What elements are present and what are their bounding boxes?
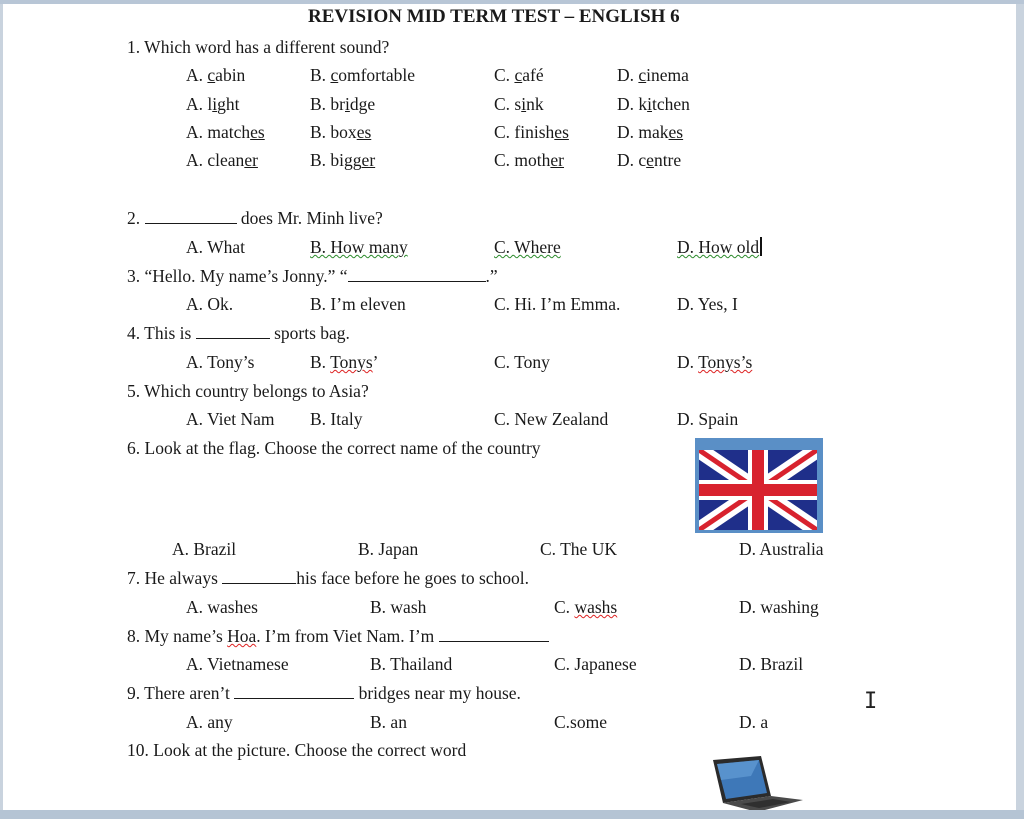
page-title: REVISION MID TERM TEST – ENGLISH 6 bbox=[308, 6, 680, 27]
q1-row4-option-c[interactable]: C. mother bbox=[494, 150, 565, 170]
question-8-prompt: 8. My name’s Hoa. I’m from Viet Nam. I’m bbox=[127, 626, 549, 647]
q1-row4-option-a[interactable]: A. cleaner bbox=[186, 150, 258, 170]
q1-row4-option-d[interactable]: D. centre bbox=[617, 150, 682, 170]
q1-row4-option-b[interactable]: B. bigger bbox=[310, 150, 376, 170]
text-cursor-icon: I bbox=[864, 689, 878, 714]
q2-option-a[interactable]: A. What bbox=[186, 237, 245, 257]
q9-option-a[interactable]: A. any bbox=[186, 712, 233, 732]
q5-option-a[interactable]: A. Viet Nam bbox=[186, 409, 275, 429]
answer-blank[interactable] bbox=[234, 684, 354, 699]
q8-option-d[interactable]: D. Brazil bbox=[739, 654, 804, 674]
q1-row1-option-b[interactable]: B. comfortable bbox=[310, 65, 415, 85]
document-page bbox=[3, 4, 1016, 810]
q8-option-b[interactable]: B. Thailand bbox=[370, 654, 453, 674]
q1-row2-option-d[interactable]: D. kitchen bbox=[617, 94, 690, 114]
q1-row1-option-d[interactable]: D. cinema bbox=[617, 65, 689, 85]
uk-flag-icon bbox=[695, 438, 823, 533]
q1-row1-option-a[interactable]: A. cabin bbox=[186, 65, 246, 85]
question-3-prompt: 3. “Hello. My name’s Jonny.” “ .” bbox=[127, 266, 498, 286]
answer-blank[interactable] bbox=[222, 569, 296, 584]
question-4-prompt: 4. This is sports bag. bbox=[127, 323, 350, 343]
q4-option-c[interactable]: C. Tony bbox=[494, 352, 550, 372]
question-2-prompt: 2. does Mr. Minh live? bbox=[127, 208, 383, 228]
question-10-prompt: 10. Look at the picture. Choose the correct word bbox=[127, 740, 467, 760]
q7-option-d[interactable]: D. washing bbox=[739, 597, 819, 617]
laptop-icon bbox=[711, 756, 806, 814]
q1-row3-option-a[interactable]: A. matches bbox=[186, 122, 265, 142]
q5-option-b[interactable]: B. Italy bbox=[310, 409, 363, 429]
q3-option-c[interactable]: C. Hi. I’m Emma. bbox=[494, 294, 621, 314]
q7-option-a[interactable]: A. washes bbox=[186, 597, 258, 617]
q9-option-d[interactable]: D. a bbox=[739, 712, 769, 732]
q4-option-b[interactable]: B. Tonys’ bbox=[310, 352, 379, 372]
q6-option-d[interactable]: D. Australia bbox=[739, 539, 824, 559]
q3-option-b[interactable]: B. I’m eleven bbox=[310, 294, 406, 314]
q1-row3-option-d[interactable]: D. makes bbox=[617, 122, 684, 142]
question-5-prompt: 5. Which country belongs to Asia? bbox=[127, 381, 369, 401]
q6-option-b[interactable]: B. Japan bbox=[358, 539, 419, 559]
q5-option-c[interactable]: C. New Zealand bbox=[494, 409, 609, 429]
q8-option-c[interactable]: C. Japanese bbox=[554, 654, 637, 674]
question-6-prompt: 6. Look at the flag. Choose the correct name of the country bbox=[127, 438, 541, 458]
q8-option-a[interactable]: A. Vietnamese bbox=[186, 654, 289, 674]
q4-option-d[interactable]: D. Tonys’s bbox=[677, 352, 753, 372]
q1-row2-option-a[interactable]: A. light bbox=[186, 94, 240, 114]
q7-option-c[interactable]: C. washs bbox=[554, 597, 618, 617]
q1-row1-option-c[interactable]: C. café bbox=[494, 65, 544, 85]
q1-row3-option-c[interactable]: C. finishes bbox=[494, 122, 569, 142]
q3-option-a[interactable]: A. Ok. bbox=[186, 294, 234, 314]
q6-option-a[interactable]: A. Brazil bbox=[172, 539, 237, 559]
q1-row2-option-b[interactable]: B. bridge bbox=[310, 94, 376, 114]
q1-row2-option-c[interactable]: C. sink bbox=[494, 94, 544, 114]
uk-flag-icon bbox=[695, 438, 823, 533]
q6-option-c[interactable]: C. The UK bbox=[540, 539, 617, 559]
text-caret bbox=[760, 237, 762, 256]
q7-option-b[interactable]: B. wash bbox=[370, 597, 427, 617]
answer-blank[interactable] bbox=[439, 627, 549, 642]
q9-option-b[interactable]: B. an bbox=[370, 712, 407, 732]
q2-option-c[interactable]: C. Where bbox=[494, 237, 561, 257]
q3-option-d[interactable]: D. Yes, I bbox=[677, 294, 738, 314]
window-bottom-border bbox=[0, 810, 1024, 819]
answer-blank[interactable] bbox=[348, 267, 486, 282]
answer-blank[interactable] bbox=[196, 324, 270, 339]
q1-row3-option-b[interactable]: B. boxes bbox=[310, 122, 372, 142]
q4-option-a[interactable]: A. Tony’s bbox=[186, 352, 255, 372]
question-7-prompt: 7. He always his face before he goes to school. bbox=[127, 568, 530, 588]
question-1-prompt: 1. Which word has a different sound? bbox=[127, 37, 390, 57]
q2-option-d[interactable]: D. How old bbox=[677, 237, 762, 258]
q2-option-b[interactable]: B. How many bbox=[310, 237, 408, 257]
answer-blank[interactable] bbox=[145, 209, 237, 224]
laptop-icon bbox=[711, 756, 806, 814]
q9-option-c[interactable]: C.some bbox=[554, 712, 607, 732]
question-9-prompt: 9. There aren’t bridges near my house. bbox=[127, 683, 521, 703]
q5-option-d[interactable]: D. Spain bbox=[677, 409, 739, 429]
